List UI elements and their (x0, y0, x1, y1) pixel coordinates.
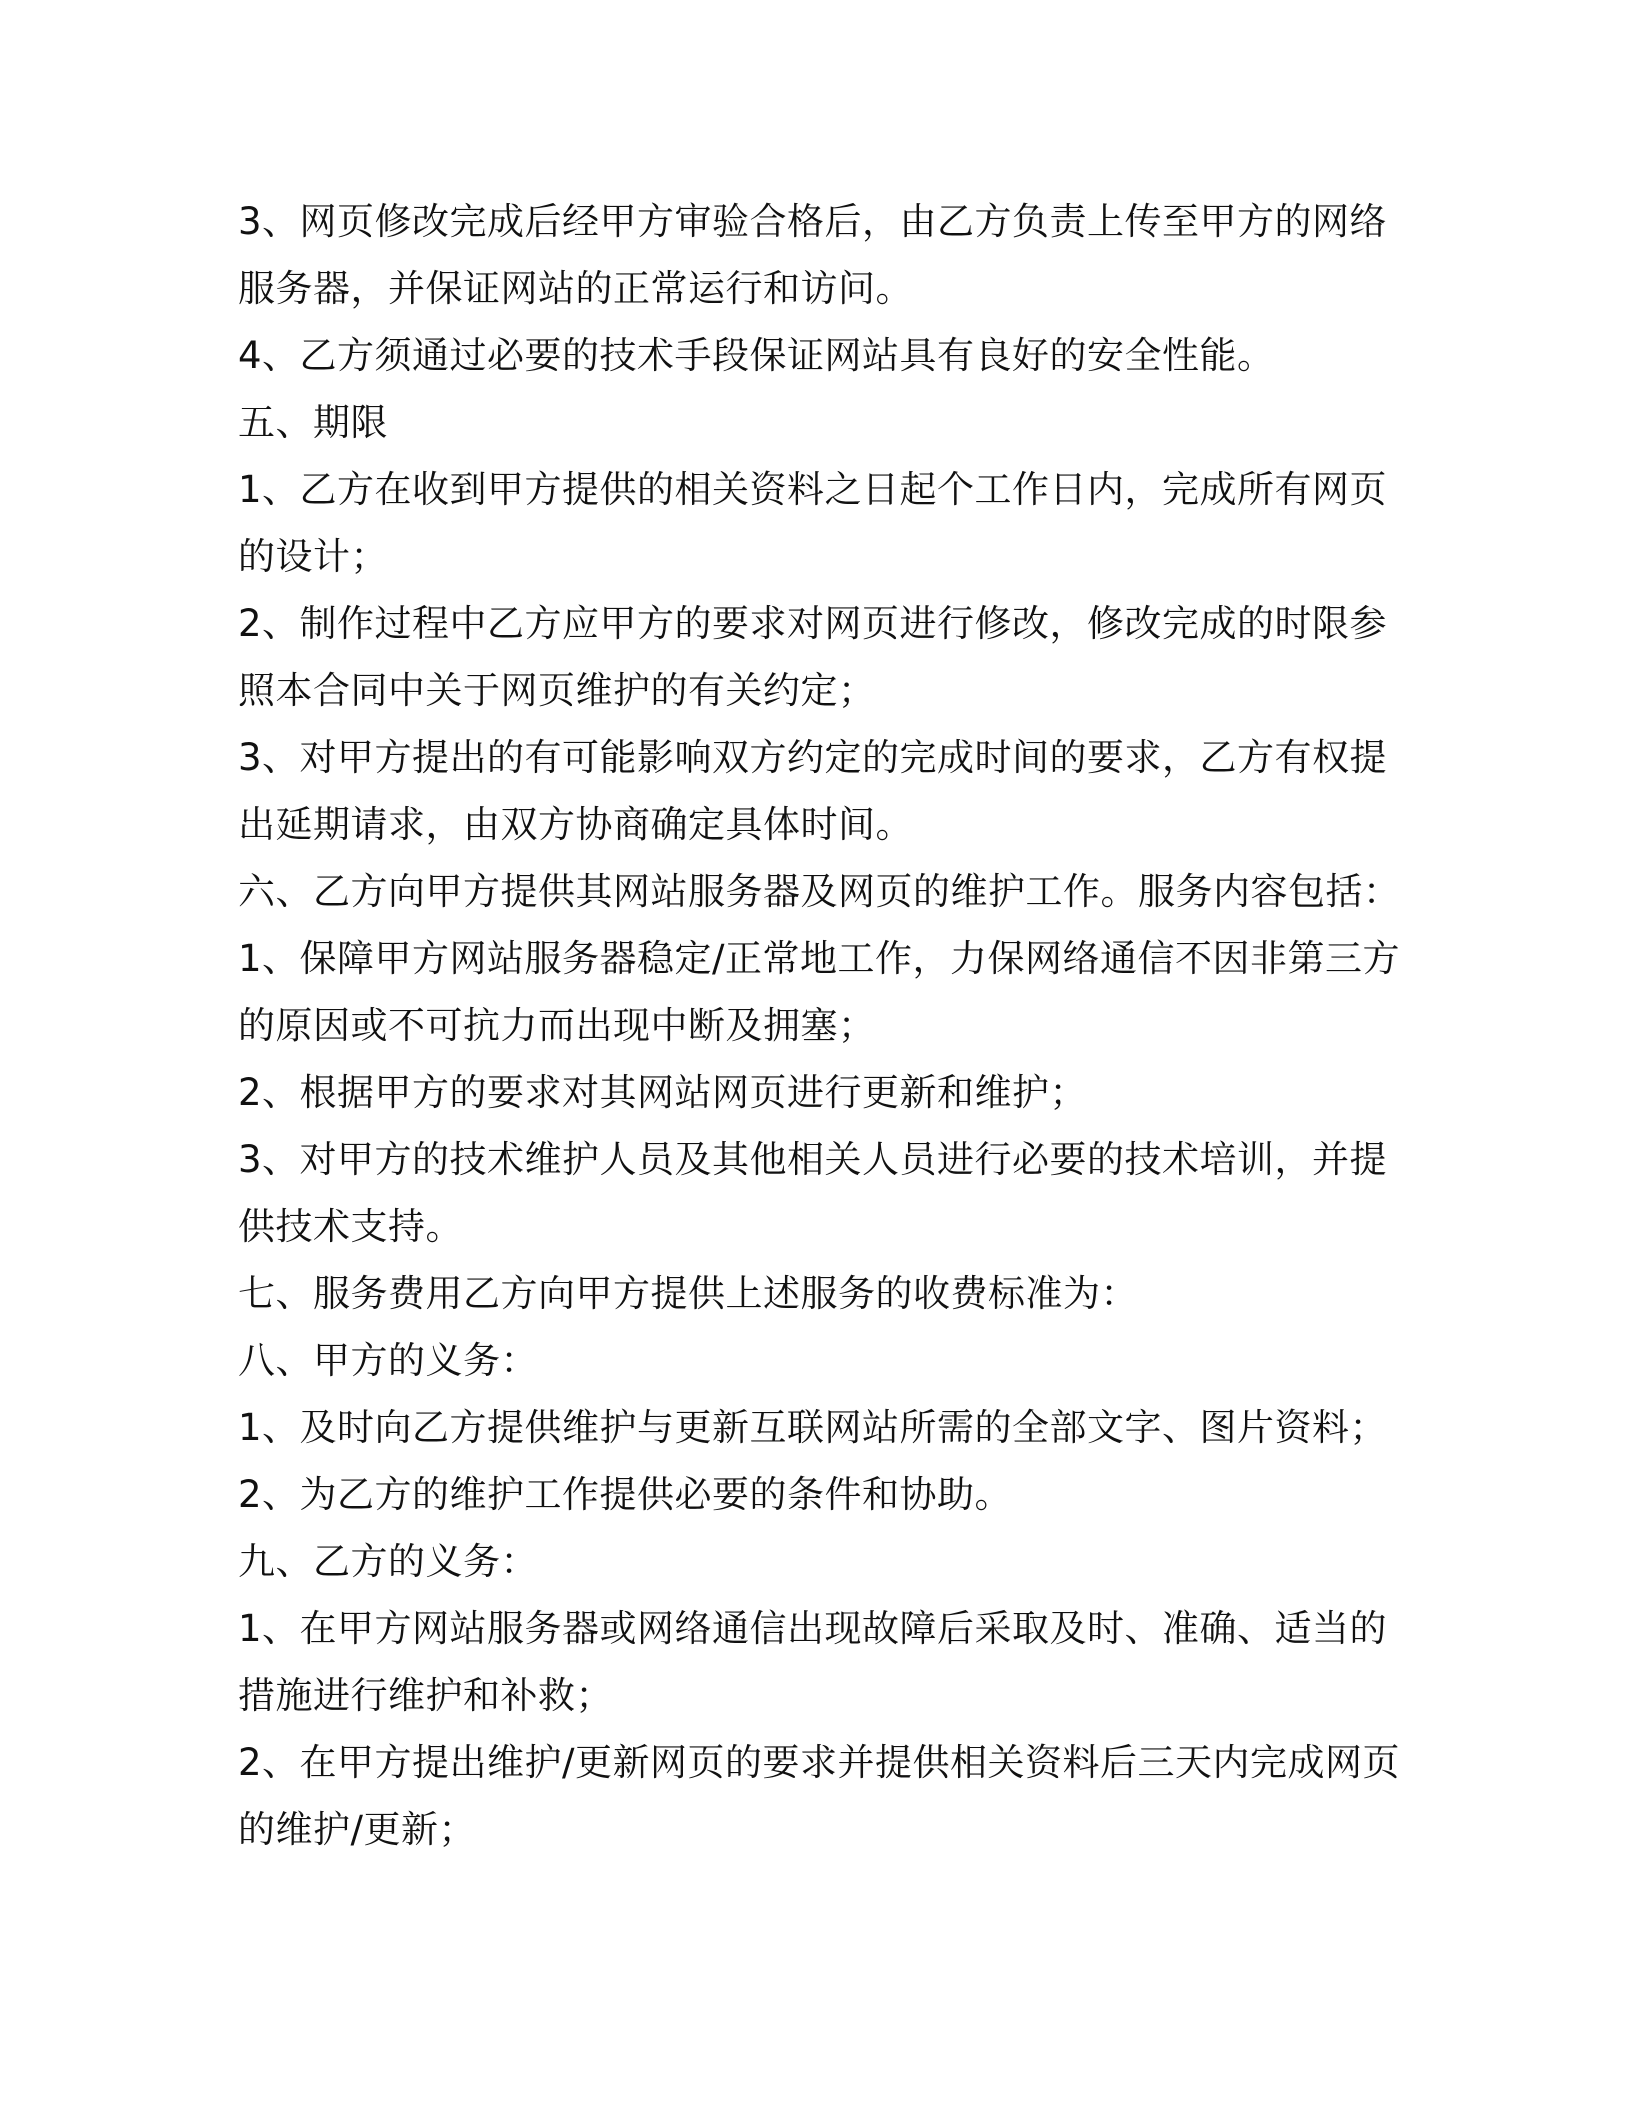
text-line: 出延期请求，由双方协商确定具体时间。 (238, 803, 913, 846)
text-line: 措施进行维护和补救； (238, 1674, 613, 1717)
text-line: 2、为乙方的维护工作提供必要的条件和协助。 (238, 1473, 1013, 1516)
text-line: 2、制作过程中乙方应甲方的要求对网页进行修改，修改完成的时限参 (238, 602, 1388, 645)
text-line: 2、在甲方提出维护/更新网页的要求并提供相关资料后三天内完成网页 (238, 1741, 1401, 1784)
document-body (238, 188, 1401, 1863)
text-line: 照本合同中关于网页维护的有关约定； (238, 669, 876, 712)
text-line: 的原因或不可抗力而出现中断及拥塞； (238, 1004, 876, 1047)
text-line: 的维护/更新； (238, 1808, 476, 1851)
text-line: 1、在甲方网站服务器或网络通信出现故障后采取及时、准确、适当的 (238, 1607, 1388, 1650)
text-line: 1、及时向乙方提供维护与更新互联网站所需的全部文字、图片资料； (238, 1406, 1388, 1449)
text-line: 3、对甲方的技术维护人员及其他相关人员进行必要的技术培训，并提 (238, 1138, 1388, 1181)
text-line: 4、乙方须通过必要的技术手段保证网站具有良好的安全性能。 (238, 334, 1275, 377)
section-heading: 八、甲方的义务： (238, 1339, 538, 1382)
text-line: 2、根据甲方的要求对其网站网页进行更新和维护； (238, 1071, 1088, 1114)
text-line: 1、乙方在收到甲方提供的相关资料之日起个工作日内，完成所有网页 (238, 468, 1388, 511)
section-heading: 七、服务费用乙方向甲方提供上述服务的收费标准为： (238, 1272, 1138, 1315)
text-line: 的设计； (238, 535, 388, 578)
text-line: 3、对甲方提出的有可能影响双方约定的完成时间的要求，乙方有权提 (238, 736, 1388, 779)
text-line: 服务器，并保证网站的正常运行和访问。 (238, 267, 913, 310)
section-heading: 六、乙方向甲方提供其网站服务器及网页的维护工作。服务内容包括： (238, 870, 1401, 913)
text-line: 3、网页修改完成后经甲方审验合格后，由乙方负责上传至甲方的网络 (238, 200, 1388, 243)
text-line: 供技术支持。 (238, 1205, 463, 1248)
text-line: 1、保障甲方网站服务器稳定/正常地工作，力保网络通信不因非第三方 (238, 937, 1401, 980)
section-heading: 九、乙方的义务： (238, 1540, 538, 1583)
section-heading: 五、期限 (238, 401, 388, 444)
